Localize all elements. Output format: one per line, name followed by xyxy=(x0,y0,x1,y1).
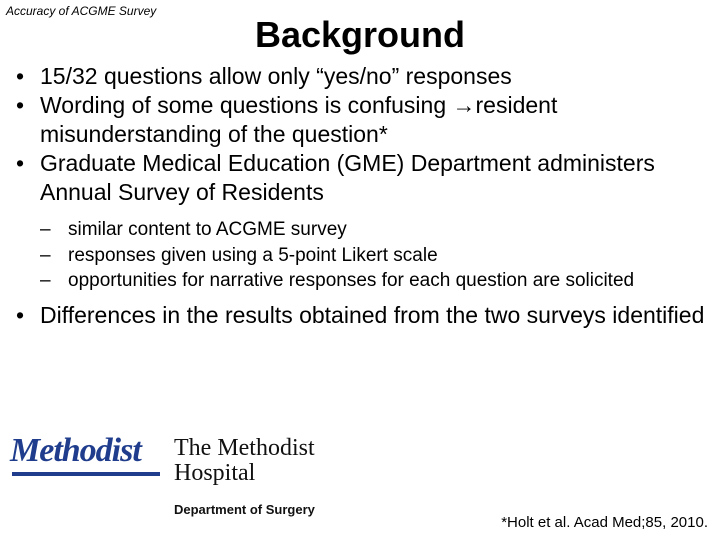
header-note: Accuracy of ACGME Survey xyxy=(6,4,157,18)
sub-bullet-text: similar content to ACGME survey xyxy=(68,219,347,240)
bullet-dot: • xyxy=(16,92,25,118)
sub-bullet-dash: – xyxy=(40,245,51,266)
bullet-item xyxy=(12,62,712,91)
logo-underline xyxy=(12,472,160,476)
bullet-text: Differences in the results obtained from the two surveys identified xyxy=(40,302,705,328)
logo-wordmark: Methodist xyxy=(10,432,141,469)
logo-hospital-name xyxy=(174,436,315,486)
sub-bullet-item xyxy=(12,269,712,293)
bullet-item xyxy=(12,301,712,330)
body-list xyxy=(12,62,712,330)
sub-bullet-text: responses given using a 5-point Likert scale xyxy=(68,245,438,266)
bullet-dot: • xyxy=(16,63,25,89)
bullet-text: Graduate Medical Education (GME) Department administers Annual Survey of Residents xyxy=(40,150,655,205)
sub-list-container xyxy=(12,217,712,293)
bullet-dot: • xyxy=(16,302,25,328)
sub-bullet-text: opportunities for narrative responses for each question are solicited xyxy=(68,270,635,291)
methodist-logo xyxy=(10,432,340,522)
bullet-text: 15/32 questions allow only “yes/no” responses xyxy=(40,63,512,89)
logo-name-line1: The Methodist xyxy=(174,435,315,461)
sub-bullet-item xyxy=(12,243,712,269)
sub-list xyxy=(12,217,712,293)
bullet-text: Wording of some questions is confusing →resident misunderstanding of the question* xyxy=(40,92,558,147)
slide-title xyxy=(0,14,720,56)
logo-department: Department of Surgery xyxy=(174,502,315,517)
bullet-item xyxy=(12,149,712,207)
sub-bullet-dash: – xyxy=(40,270,51,291)
bullet-item xyxy=(12,91,712,149)
bullet-dot: • xyxy=(16,150,25,176)
logo-name-line2: Hospital xyxy=(174,460,256,486)
sub-bullet-item xyxy=(12,217,712,243)
slide-title-text: Background xyxy=(254,14,466,55)
sub-bullet-dash: – xyxy=(40,219,51,240)
citation-footnote: *Holt et al. Acad Med;85, 2010. xyxy=(501,514,708,531)
